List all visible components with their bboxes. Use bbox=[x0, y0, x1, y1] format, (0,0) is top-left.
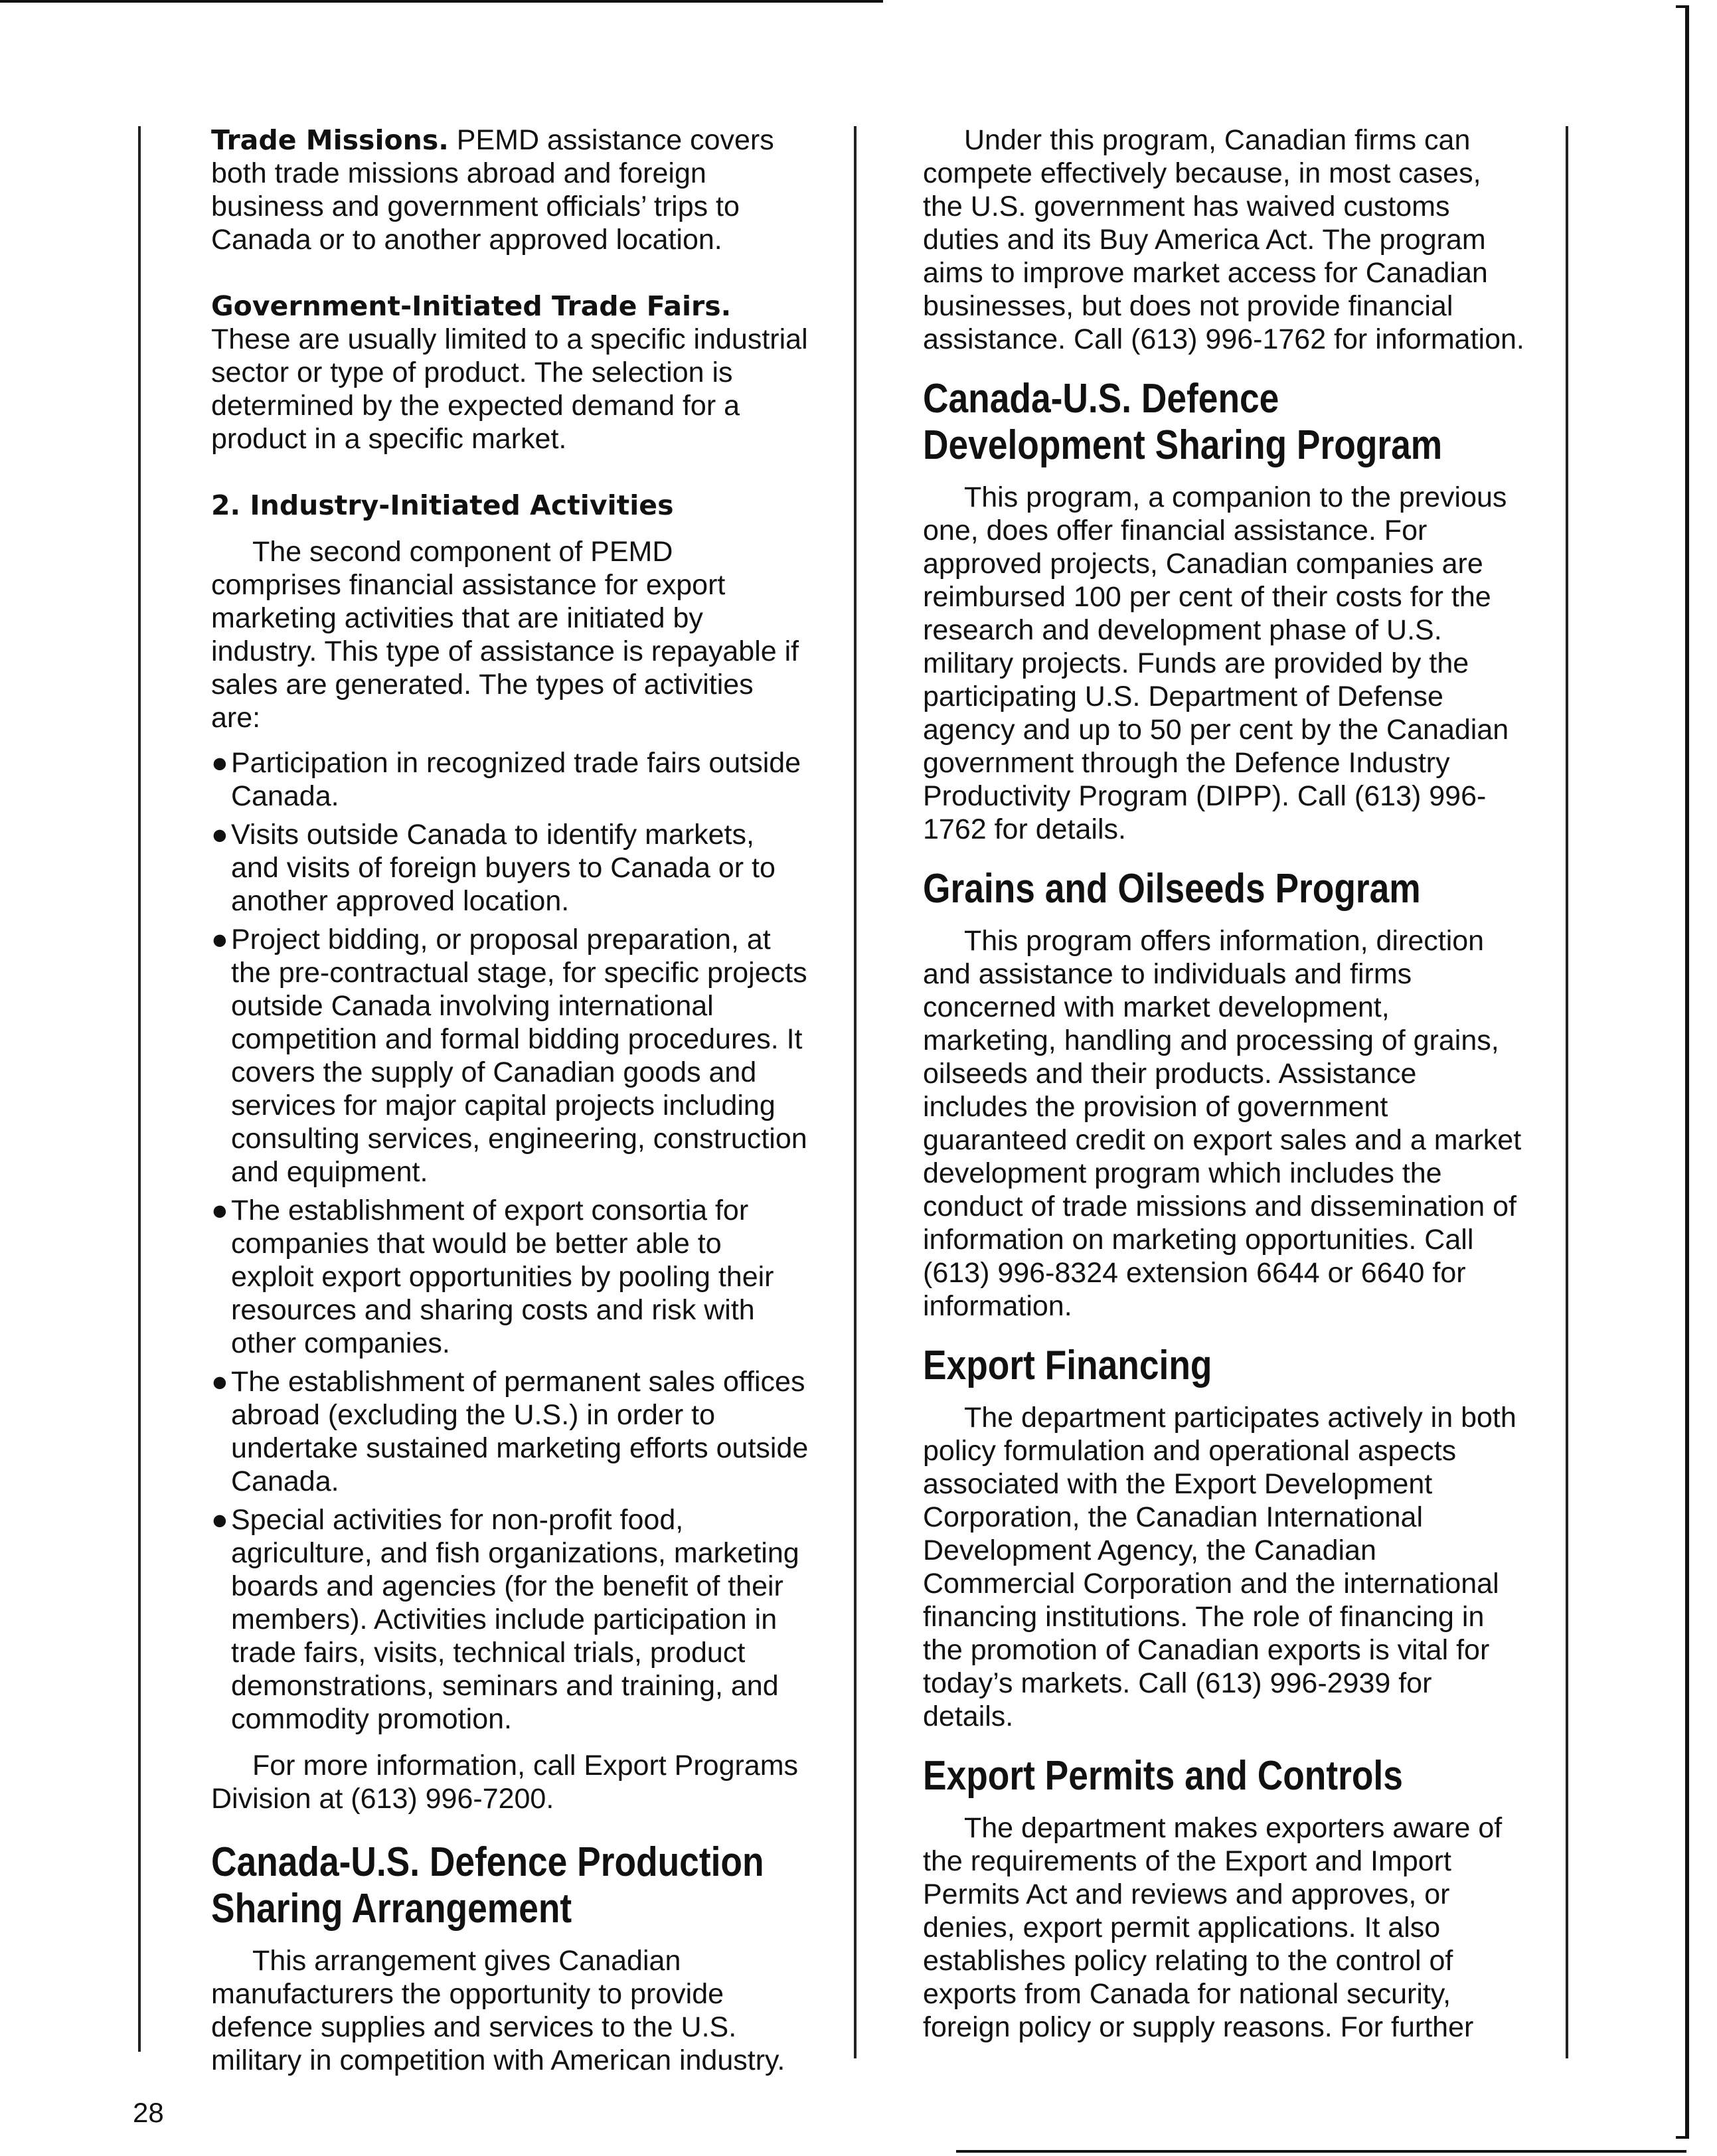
bullet-icon: ● bbox=[211, 1366, 228, 1398]
production-sharing-heading-line1: Canada-U.S. Defence Production bbox=[211, 1839, 764, 1885]
left-margin-rule bbox=[138, 126, 141, 2052]
right-column bbox=[923, 124, 1527, 2044]
export-permits-text: The department makes exporters aware of the requirements of the Export and Import Permits Act and reviews and approves, or denies, export permit applications. It also establishes policy relating to the control of exports from Canada for national security, foreign policy or supply reasons. For further bbox=[923, 1812, 1503, 2043]
trade-missions-title: Trade Missions. bbox=[211, 124, 449, 156]
list-item: ● Project bidding, or proposal preparation, at the pre-contractual stage, for specific projects outside Canada involving international competition and formal bidding procedures. It covers the supply of Canadian goods and services for major capital projects including consulting services, engineering, construction and equipment. bbox=[211, 924, 807, 1188]
development-sharing-heading-line2: Development Sharing Program bbox=[923, 422, 1443, 468]
bullet-icon: ● bbox=[211, 1504, 228, 1536]
bullet-icon: ● bbox=[211, 819, 228, 851]
industry-activities-closing: For more information, call Export Programs Division at (613) 996-7200. bbox=[211, 1750, 799, 1815]
gov-trade-fairs-text: These are usually limited to a specific industrial sector or type of product. The selection is determined by the expected demand for a product in a specific market. bbox=[211, 323, 808, 455]
top-rule bbox=[0, 0, 883, 3]
right-margin-rule bbox=[1566, 126, 1568, 2058]
continuation-paragraph: Under this program, Canadian firms can compete effectively because, in most cases, the U.S. government has waived customs duties and its Buy America Act. The program aims to improve market access for Canadian businesses, but does not provide financial assistance. Call (613) 996-1762 for information. bbox=[923, 124, 1524, 355]
gov-trade-fairs-title: Government-Initiated Trade Fairs. bbox=[211, 290, 732, 322]
industry-activities-intro: The second component of PEMD comprises financial assistance for export marketing activities that are initiated by industry. This type of assistance is repayable if sales are generated. The types of activities are: bbox=[211, 536, 799, 734]
activities-bullet-list bbox=[211, 746, 809, 1736]
list-item: ● Participation in recognized trade fairs outside Canada. bbox=[211, 747, 801, 812]
bottom-rule bbox=[956, 2150, 1686, 2153]
list-item: ● The establishment of export consortia for companies that would be better able to exploit export opportunities by pooling their resources and sharing costs and risk with other companies. bbox=[211, 1195, 774, 1359]
trade-missions-paragraph bbox=[211, 124, 809, 256]
page-edge-bracket bbox=[1676, 5, 1689, 2139]
list-item: ● Visits outside Canada to identify markets, and visits of foreign buyers to Canada or to another approved location. bbox=[211, 819, 776, 917]
production-sharing-text: This arrangement gives Canadian manufacturers the opportunity to provide defence supplies and services to the U.S. military in competition with American industry. bbox=[211, 1945, 785, 2076]
left-column bbox=[211, 124, 809, 2077]
column-divider-rule bbox=[854, 126, 857, 2058]
page-number: 28 bbox=[133, 2097, 164, 2128]
export-permits-heading: Export Permits and Controls bbox=[923, 1753, 1403, 1799]
export-financing-text: The department participates actively in both policy formulation and operational aspects associated with the Export Development Corporation, the Canadian International Development Agency, the Canadian Commercial Corporation and the international financing institutions. The role of financing in the promotion of Canadian exports is vital for today’s markets. Call (613) 996-2939 for details. bbox=[923, 1402, 1516, 1732]
bullet-icon: ● bbox=[211, 1195, 228, 1226]
trade-missions-text: PEMD assistance covers both trade missions abroad and foreign business and government officials’ trips to Canada or to another approved location. bbox=[211, 124, 774, 256]
industry-activities-heading: 2. Industry-Initiated Activities bbox=[211, 489, 674, 521]
development-sharing-text: This program, a companion to the previous one, does offer financial assistance. For approved projects, Canadian companies are reimbursed 100 per cent of their costs for the research and development phase of U.S. military projects. Funds are provided by the participating U.S. Department of Defense agency and up to 50 per cent by the Canadian government through the Defence Industry Productivity Program (DIPP). Call (613) 996-1762 for details. bbox=[923, 481, 1509, 845]
production-sharing-heading-line2: Sharing Arrangement bbox=[211, 1886, 572, 1932]
development-sharing-heading-line1: Canada-U.S. Defence bbox=[923, 376, 1279, 422]
grains-heading: Grains and Oilseeds Program bbox=[923, 866, 1421, 912]
list-item: ● Special activities for non-profit food, agriculture, and fish organizations, marketing boards and agencies (for the benefit of their members). Activities include participation in trade fairs, visits, technical trials, product demonstrations, seminars and training, and commodity promotion. bbox=[211, 1504, 799, 1735]
list-item: ● The establishment of permanent sales offices abroad (excluding the U.S.) in order to undertake sustained marketing efforts outside Canada. bbox=[211, 1366, 809, 1497]
bullet-icon: ● bbox=[211, 747, 228, 779]
bullet-icon: ● bbox=[211, 924, 228, 955]
export-financing-heading: Export Financing bbox=[923, 1343, 1212, 1388]
grains-text: This program offers information, direction and assistance to individuals and firms concerned with market development, marketing, handling and processing of grains, oilseeds and their products. Assistance includes the provision of government guaranteed credit on export sales and a market development program which includes the conduct of trade missions and dissemination of information on marketing opportunities. Call (613) 996-8324 extension 6644 or 6640 for information. bbox=[923, 925, 1522, 1322]
